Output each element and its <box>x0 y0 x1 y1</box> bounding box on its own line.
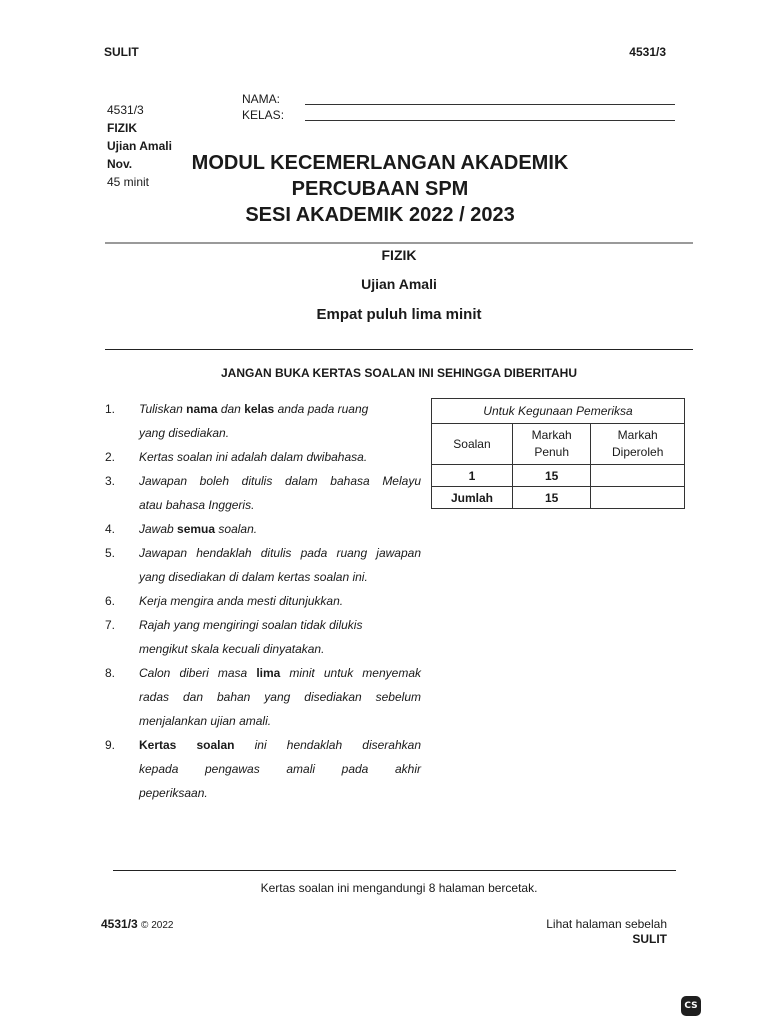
instruction-item: 7. Rajah yang mengiringi soalan tidak dilukis mengikut skala kecuali dinyatakan. <box>105 613 421 661</box>
instruction-item: 5. Jawapan hendaklah ditulis pada ruang jawapan yang disediakan di dalam kertas soalan ini. <box>105 541 421 589</box>
instruction-item: 4. Jawab semua soalan. <box>105 517 421 541</box>
instruction-item: 8. Calon diberi masa lima minit untuk menyemak radas dan bahan yang disediakan sebelum menjalankan ujian amali. <box>105 661 421 733</box>
class-field-line <box>305 120 675 121</box>
title-line-1: MODUL KECEMERLANGAN AKADEMIK <box>191 152 569 174</box>
instruction-number: 6. <box>105 594 116 608</box>
title-line-2: PERCUBAAN SPM <box>291 178 469 200</box>
examiner-table <box>431 398 685 509</box>
instruction-number: 7. <box>105 618 116 632</box>
meta-subject: FIZIK <box>107 121 137 135</box>
instruction-item: 2. Kertas soalan ini adalah dalam dwibahasa. <box>105 445 421 469</box>
instruction-number: 8. <box>105 666 116 680</box>
footer-next-page: Lihat halaman sebelah <box>546 917 667 931</box>
main-title <box>150 150 610 228</box>
col-header-markah-penuh: Markah Penuh <box>512 424 590 465</box>
sub-subject: FIZIK <box>381 247 417 263</box>
candidate-labels <box>242 91 284 123</box>
cell-total-diperoleh[interactable] <box>591 487 685 509</box>
class-label: KELAS: <box>242 108 285 122</box>
name-field-line <box>305 104 675 105</box>
cell-markah-diperoleh[interactable] <box>591 465 685 487</box>
instruction-item: 1. Tuliskan nama dan kelas anda pada ruang yang disediakan. <box>105 397 421 445</box>
footer-copyright: © 2022 <box>141 920 174 931</box>
examiner-table-caption: Untuk Kegunaan Pemeriksa <box>432 399 685 424</box>
meta-month: Nov. <box>107 157 133 171</box>
instruction-number: 1. <box>105 402 116 416</box>
instruction-number: 9. <box>105 738 116 752</box>
sub-paper: Ujian Amali <box>361 276 437 292</box>
footer-code: 4531/3 <box>101 917 138 931</box>
col-header-soalan: Soalan <box>432 424 513 465</box>
page-count-note: Kertas soalan ini mengandungi 8 halaman bercetak. <box>260 881 538 895</box>
instruction-number: 4. <box>105 522 116 536</box>
col-header-markah-diperoleh: Markah Diperoleh <box>591 424 685 465</box>
instruction-item: 3. Jawapan boleh ditulis dalam bahasa Melayu atau bahasa Inggeris. <box>105 469 421 517</box>
instruction-item: 6. Kerja mengira anda mesti ditunjukkan. <box>105 589 421 613</box>
meta-duration: 45 minit <box>107 175 150 189</box>
table-row <box>432 465 685 487</box>
warning-text: JANGAN BUKA KERTAS SOALAN INI SEHINGGA DIBERITAHU <box>220 366 577 380</box>
instruction-number: 5. <box>105 546 116 560</box>
bottom-divider <box>113 870 676 871</box>
header-paper-code: 4531/3 <box>629 45 666 59</box>
name-label: NAMA: <box>242 92 281 106</box>
footer-confidential: SULIT <box>632 932 667 946</box>
meta-paper: Ujian Amali <box>107 139 172 153</box>
footer-right <box>546 917 667 947</box>
meta-code: 4531/3 <box>107 103 144 117</box>
sub-duration: Empat puluh lima minit <box>316 306 482 323</box>
instructions-list <box>105 397 421 805</box>
camscanner-badge-icon: CS <box>681 996 701 1016</box>
section-divider <box>105 349 693 350</box>
instruction-number: 3. <box>105 474 116 488</box>
instruction-number: 2. <box>105 450 116 464</box>
title-divider <box>105 242 693 244</box>
title-line-3: SESI AKADEMIK 2022 / 2023 <box>245 204 515 226</box>
cell-total-penuh: 15 <box>512 487 590 509</box>
instruction-item: 9. Kertas soalan ini hendaklah diserahkan kepada pengawas amali pada akhir peperiksaan. <box>105 733 421 805</box>
header-confidential: SULIT <box>104 45 139 59</box>
footer-left <box>101 917 173 931</box>
cell-soalan: 1 <box>432 465 513 487</box>
cell-total-label: Jumlah <box>432 487 513 509</box>
cell-markah-penuh: 15 <box>512 465 590 487</box>
table-row-total <box>432 487 685 509</box>
